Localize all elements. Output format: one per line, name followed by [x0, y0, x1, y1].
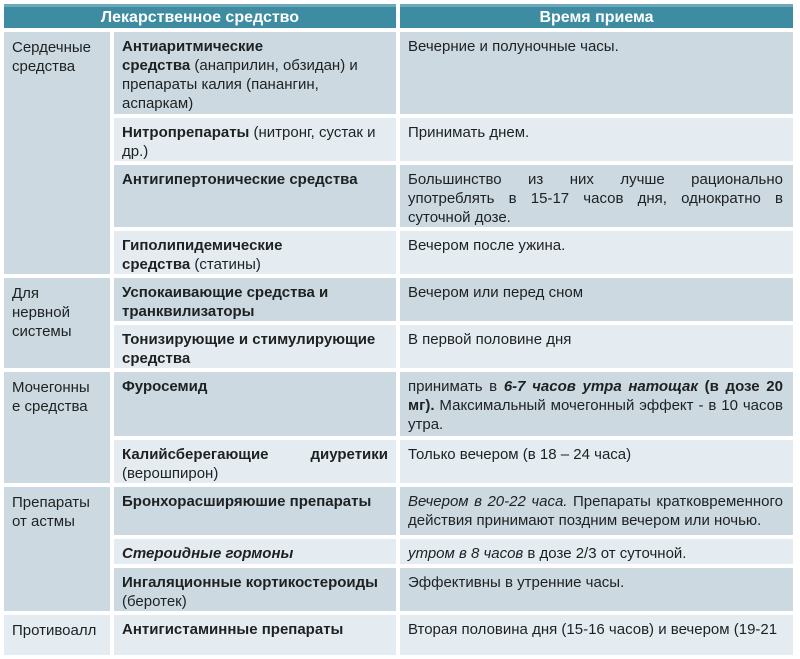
text-line — [122, 349, 388, 368]
text-run: средства — [122, 350, 191, 367]
drug-cell — [114, 487, 396, 535]
drug-cell — [114, 32, 396, 114]
text-run: (беротек) — [122, 593, 187, 610]
table-row — [4, 32, 793, 114]
text-run: утром в 8 часов — [408, 545, 524, 562]
text-line — [408, 544, 783, 563]
time-cell — [400, 118, 793, 161]
text-run: препараты калия (панангин, — [122, 76, 319, 93]
text-line — [122, 464, 388, 483]
text-run: Тонизирующие и стимулирующие — [122, 331, 376, 348]
time-cell — [400, 372, 793, 436]
category-line: от астмы — [12, 513, 75, 530]
text-line — [408, 573, 783, 592]
header-row — [4, 4, 793, 28]
drug-cell — [114, 615, 396, 655]
table-row — [4, 440, 793, 483]
text-run: употреблять в 15-17 часов дня, однократно в — [408, 190, 783, 207]
text-run: утра. — [408, 416, 444, 433]
text-line — [408, 208, 783, 227]
text-run: Принимать днем. — [408, 124, 530, 141]
text-run: (в дозе 20 — [704, 378, 783, 395]
table-row — [4, 165, 793, 227]
text-run: Успокаивающие средства и — [122, 284, 329, 301]
time-cell — [400, 568, 793, 611]
text-line — [122, 236, 388, 255]
table-row — [4, 278, 793, 321]
text-run: средства — [122, 256, 191, 273]
table-row — [4, 231, 793, 274]
time-cell — [400, 440, 793, 483]
drug-cell — [114, 231, 396, 274]
table-row — [4, 325, 793, 368]
category-line: е средства — [12, 398, 88, 415]
time-cell — [400, 615, 793, 655]
text-line — [408, 170, 783, 189]
text-line — [122, 445, 388, 464]
text-run: Калийсберегающие диуретики — [122, 446, 388, 463]
text-run: Ингаляционные кортикостероиды — [122, 574, 378, 591]
text-line — [122, 492, 388, 511]
text-line — [122, 142, 388, 161]
time-cell — [400, 278, 793, 321]
drug-cell — [114, 118, 396, 161]
text-run: Эффективны в утренние часы. — [408, 574, 625, 591]
table-row — [4, 539, 793, 564]
text-run: Стероидные гормоны — [122, 545, 294, 562]
text-line — [408, 123, 783, 142]
text-line — [122, 592, 388, 611]
category-cell — [4, 372, 110, 483]
category-line: Для — [12, 285, 40, 302]
text-line — [122, 620, 388, 639]
text-run: др.) — [122, 143, 149, 160]
text-run: Вечерние и полуночные часы. — [408, 38, 619, 55]
text-run: принимать в — [408, 378, 504, 395]
category-line: системы — [12, 323, 72, 340]
text-run: Нитропрепараты — [122, 124, 250, 141]
text-line — [122, 302, 388, 321]
text-line — [408, 330, 783, 349]
drug-cell — [114, 165, 396, 227]
table-row — [4, 372, 793, 436]
text-line — [122, 170, 388, 189]
text-run: (нитронг, сустак и — [249, 124, 376, 141]
category-line: Сердечные — [12, 39, 91, 56]
text-run: средства — [122, 57, 191, 74]
drug-cell — [114, 372, 396, 436]
time-cell — [400, 487, 793, 535]
text-run: (статины) — [190, 256, 261, 273]
text-line — [122, 283, 388, 302]
text-line — [408, 492, 783, 511]
text-run: аспаркам) — [122, 95, 194, 112]
text-run: мг). — [408, 397, 435, 414]
text-run: (верошпирон) — [122, 465, 219, 482]
text-run: Бронхорасширяюшие препараты — [122, 493, 372, 510]
table-row — [4, 487, 793, 535]
text-line — [122, 75, 388, 94]
text-run: транквилизаторы — [122, 303, 255, 320]
time-cell — [400, 325, 793, 368]
text-run: Антигистаминные препараты — [122, 621, 344, 638]
text-line — [122, 37, 388, 56]
time-cell — [400, 231, 793, 274]
text-line — [408, 236, 783, 255]
text-line — [408, 283, 783, 302]
text-run: суточной дозе. — [408, 209, 511, 226]
text-line — [408, 620, 783, 639]
text-run: действия принимают поздним вечером или ночью. — [408, 512, 762, 529]
text-line — [408, 189, 783, 208]
category-cell — [4, 487, 110, 611]
text-run: Вечером в 20-22 часа. — [408, 493, 568, 510]
text-line — [408, 445, 783, 464]
text-line — [122, 330, 388, 349]
header-cell-time: Время приема — [400, 4, 793, 28]
text-line — [122, 56, 388, 75]
text-run: Антиаритмические — [122, 38, 264, 55]
text-run: Фуросемид — [122, 378, 208, 395]
category-cell — [4, 615, 110, 655]
table-row — [4, 615, 793, 655]
table-row — [4, 118, 793, 161]
text-line — [122, 573, 388, 592]
time-cell — [400, 165, 793, 227]
category-line: средства — [12, 58, 76, 75]
table-row — [4, 568, 793, 611]
text-line — [408, 511, 783, 530]
text-line — [122, 94, 388, 113]
text-run: Вечером или перед сном — [408, 284, 584, 301]
text-line — [408, 377, 783, 396]
text-run: (анаприлин, обзидан) и — [190, 57, 358, 74]
time-cell — [400, 539, 793, 564]
text-line — [408, 396, 783, 415]
text-line — [122, 377, 388, 396]
text-run: в дозе 2/3 от суточной. — [523, 545, 687, 562]
category-line: Препараты — [12, 494, 90, 511]
text-line — [122, 544, 388, 563]
category-line: Противоалл — [12, 622, 97, 639]
drug-cell — [114, 278, 396, 321]
drug-cell — [114, 325, 396, 368]
text-run: 6-7 часов утра натощак — [503, 378, 705, 395]
header-cell-drug: Лекарственное средство — [4, 4, 396, 28]
text-run: Большинство из них лучше рационально — [408, 171, 783, 188]
drug-cell — [114, 440, 396, 483]
category-cell — [4, 32, 110, 274]
drug-cell — [114, 539, 396, 564]
text-line — [408, 37, 783, 56]
category-cell — [4, 278, 110, 368]
time-cell — [400, 32, 793, 114]
text-run: Гиполипидемические — [122, 237, 283, 254]
text-line — [122, 255, 388, 274]
text-run: Только вечером (в 18 – 24 часа) — [408, 446, 632, 463]
drug-cell — [114, 568, 396, 611]
text-run: Максимальный мочегонный эффект - в 10 часов — [434, 397, 783, 414]
text-run: Вечером после ужина. — [408, 237, 566, 254]
text-run: Антигипертонические средства — [122, 171, 358, 188]
category-line: нервной — [12, 304, 70, 321]
category-line: Мочегонны — [12, 379, 90, 396]
text-run: Препараты кратковременного — [567, 493, 783, 510]
text-line — [122, 123, 388, 142]
text-run: Вторая половина дня (15-16 часов) и вечером (19-21 — [408, 621, 778, 638]
text-run: В первой половине дня — [408, 331, 572, 348]
text-line — [408, 415, 783, 434]
